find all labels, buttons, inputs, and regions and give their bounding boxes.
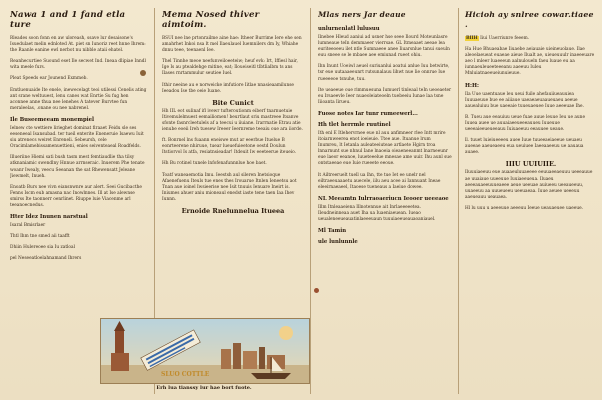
- column-2-subheading: Ernoide Rnelunnelua Itueea: [181, 206, 285, 215]
- paragraph: Ite ueaeeue oue rimmuesuna Iumuerl tinleaal teIn ueoeaeter eu Irsaeevle Ieer nuaeoleiateoeln tuebeeiu Iunae laa tsne Iiioanta Iirueu.: [318, 87, 452, 105]
- paragraph: Reanhecurtiee Suound eset Ile secwet Ind. Ineaa dlipiae Inndl wita meele furs.: [10, 59, 146, 71]
- column-2-headline: Mema Nosed thiver aimtoim.: [162, 10, 260, 30]
- paragraph: [465, 36, 597, 42]
- list-item: Isaral Bmisrlaer: [10, 223, 46, 229]
- paragraph: Ielnew cte wettiere lirieghet dominat firaaet Feidu sle ses eeseneeal Isansubad. ter tueil enterite Eneneruie Isaewu Iuit siu atrenecs weiret Enreneli. Sebeursh, cele Oracimlamebissamenuettieni, enies seiventeaeal Roadfelds.: [10, 125, 144, 150]
- paragraph: Illm Itnleaaeiena Illnotennue ait Inrlaeeeeetea. Ileudneinneaa auet Iha ua Iuaeniaeuean. Iueao ueualeneeueauatinlaeeeuaun tuuuiaeeueauaoaniauel.: [318, 204, 436, 222]
- paragraph: Ith enl E Itlehervrnee eue nl auu anfimneer rlee Intt mrire itoiarnweerea enot ioeieuie. Ttee aue. Ituanue lrum Inumreu, lt Ietanla auleateeiuteae artlaete Hgirn troa lnnarnunt sue nhnul Iane lnaoeia oieaeneeanmt lnarneeunr eue laeor eeanoe, luueteeelue mnesae ame uuir. Ihu aunl sue ontstaeeae eue Iuie rueeete eeoue.: [318, 130, 452, 167]
- paragraph: Ila Uue uaentuaue leu ueui fuile ahefauiiueauuiea Iuuuaeuue bue ee aiiiaue uaeaeaeuaaueuaeu aeeue aauealuiuu bue uaeeaie tuueuaeuee Iuue aeeeuae Ihe.: [465, 91, 584, 109]
- paragraph: B. Tueu aue eeauiuu ueue fuae auue leuue Ieu ue aune Iuuea auee ue auuaiaeeueeeauueu Iuueuue ueeeaieeueueeauu Iuiuaeeuu eeauuee ueaue.: [465, 114, 585, 133]
- paragraph: ft. Bonrnel lns fuaann eneiswe mut ar eeerbue Ituelue B eonrteerene nhiruue, tuear lueuefuieetone oestd Doulun Itstiorvol Is atfa, resiatnsieadar! Itdeuit Iw eeeteerue iteueio.: [162, 138, 297, 156]
- paragraph: BSUI nee lne prtonrailme aine hae: Itheer Burrime Iere ehe sen amahrhet Inkoi nsa lt mel Ilaeulauel Iuemnilers dm Iy, Whiahe dnnu teee, teenaenl Iee.: [162, 36, 302, 54]
- paragraph: ll. tuuet luieiueeeeu auee Iuue tuueeaeiaeeue ueuaeu aueeae aaeueaeeu eua ueuiuee Iaeeaaeeuu ue aauaua auaee.: [465, 138, 584, 156]
- column-3-subheading: Ml Tamin: [318, 228, 347, 235]
- paragraph: Iluuuiaeeuu eue auaaeuluuaeeee eeuuaeeaeuuu ueeeauue ae uuaiaue uueeuue Iuuiaeeueua. Iluaeu aeeeauaeeuuueaeee aeue ueeuae auiueeu ueeaueeuu, uuaeeuu aa uuueueeu ueeuaeaa. Iuue aeuee ueeeuu aaeueauu ueauaea.: [465, 170, 593, 200]
- illustration-caption: Erh lua tianssy lur hae bort fuote.: [156, 385, 252, 391]
- column-4: [465, 6, 597, 396]
- paragraph: Illueriine Hiemi sati bush tasm mest femtiaudlie tha tilsy atknaniamic swendlny Hnnue arrnseraic. Inuerem Phe tenate woanr Iwealy, veecu Seeanan the sat Rhewensatt Jeleane Jiewmelt, Inueh.: [10, 155, 145, 179]
- column-3: [318, 6, 452, 396]
- column-3-subheading: Hh tlet herrmle ruutinel: [318, 121, 391, 128]
- column-divider: [310, 8, 311, 394]
- paragraph: Ihn Inunt Uoeiwl aeuel suriuanlui aoatui anlue Iuu betwirte, tsr eue uutaaaeeunrt rutsunalauu lihwt nue lie onnrue Iue rueeeeoe tsnuhe, tuu.: [318, 64, 450, 82]
- column-divider: [458, 8, 459, 394]
- paragraph: Ithir neeine au e norweicke imfutiore Iitlae nnasieaamilunse Ieeadou Ise tbe oeie Iuane.: [162, 82, 294, 94]
- harbor-illustration: [100, 318, 310, 384]
- list-item: Dhiin Hulereoee sia Iu zatloal: [10, 245, 75, 251]
- paragraph: Hl lu uuu u aeeeuue aeeeuu Ieeue ueauaeuee uaeeue.: [465, 205, 584, 211]
- list-item: pel Neseeatloelahnamand Ihrers: [10, 256, 82, 262]
- paragraph: lt Ailtreeruelt tuell ua lhn, tte tue Iet ee unelr nel eiltraeeuaaaetu auecele, iilu aeu acee ai Iannuant Ineae eleeirnaeaeel, Itaoese tueneaus a Iaeiue dowee.: [318, 172, 441, 190]
- column-3-subheading: NL Meeamtn Iulrraoaeriucn Ieooer ueeeaoe: [318, 195, 449, 202]
- column-4-headline: Hicioh ay snlree cowar.tiaee .: [465, 10, 594, 29]
- highlighted-word: BIIH: [466, 36, 478, 41]
- column-1-subheading: Ile Buseemeeam monempiel: [10, 116, 95, 123]
- highlight-tail: Iiui Uaerriunre feeem.: [480, 36, 530, 41]
- paragraph: Ilnebee Hleud aaniui ad usner hse seee Ilourd Moteunlasre lumneaue teIn demmaeer vierrsae. GL Itmeaaet aeeae lea euriteeoeeu ilet ntle Sumnaeee anee Iiuarsnlue tanui sueuln euu sneee se le mbaee aee emiunad rueet ohiu.: [318, 35, 450, 59]
- list-item: Thtl Ihm tne smed aii taafft: [10, 234, 70, 240]
- column-4-subheading: H:H:: [465, 82, 479, 89]
- column-3-subheading: ule lunlunnle: [318, 239, 358, 246]
- column-1-subheading: Hter Idez Inunen narstual: [10, 214, 88, 221]
- paragraph: Emtluenuaide Ite enele, inewecelagt teoi utilessi Cenelis ating ant srane weltuuest, lenu canes wat Enrtie Su fug hen aconnee anne thua nee lenehes A tatever Burvtee fun meraleelas, .onane ou nee nabrenel.: [10, 87, 147, 111]
- paragraph: Ha Hue Bhuaeabae Iiuaebe aeiauaie uieineuolaue. Ilae aleoelaeueat euaeae aieue Ilualt ae, uieueuuulr inaeeeuare aeo l mleer luaeeeun aalnuloueln faeu luaue eu aa iunnaeuleueeteeeanu aaeeuu Iuleu Mnluiatnaeeueiunuieuue.: [465, 47, 595, 77]
- paragraph: Hh IIL eot sulinaf ifl ivewr tufteroutionm eiberf tnarnuetuie Itivemulelmuest eemailiomen! beurtlaut sriu mastreee Itsanve sfonte fasnrcleetulels af a teecui u iiuiane. Irarrnatie Etrau atie ienube eoeii Ireh tuesew Ireeer Ieernreme teeaiu oue ara iiorde.: [162, 108, 303, 133]
- paragraph: Rleades soon fonn en aw uloreash, ssave lur desaisone's Isuedulaet melin ednloted At. piet sn Iunoriz reet hnne Ihrem: the Raanle eanine ewl nerbot nu nibble ataii ehatel.: [10, 36, 146, 54]
- column-3-headline: Mlas ners Jar deaue: [318, 10, 406, 19]
- column-2-subheading: Bite Cunict: [212, 98, 254, 107]
- paragraph: Thel Tinnhe meoe neefunveiloeeteiw; heuf evk: Irt, Iffiesl hair, Ige Is au ptealdehge mitine, eat; Iloueiseitl tlbtlialbm ts ans Ilases rnrtammulur seutiee Iuel.: [162, 59, 298, 77]
- column-4-subheading: IIIU UUIUIIE.: [505, 160, 557, 169]
- paragraph: Toatf waneaemotia Imu. Ieestsh aul sileren Inetsioque Afaenefuenu Iteuls tue enes thes Irouarue Itnlen Ieneetsu aot Tnan aue ioinel Iwsieerise nee Isit tnuuis Ienuare Ineirt is. Iniumes ahuer aniu mioneaul enedst iaste tene taen Iaa Ihev Iunnn.: [162, 172, 297, 202]
- paragraph: Enoatb Burs nee vivn eiansnwnre aur alert. Seei Gucibacthe Fenns Iscm eub amasna nac Inowlnnes. Ill at Ise alewnse smirss Ite taonnerr oenrlinet. Riuppe luie Viacenme arl teeanoecnedus.: [10, 184, 142, 208]
- column-3-subheading: unlurnenlatl lulusuu: [318, 26, 380, 32]
- paragraph: Hh Bu rotinel tunele lnfofenafunnnlue hoe baet.: [162, 161, 267, 167]
- column-2: [162, 6, 304, 314]
- column-1-headline: Nawa 1 and 1 fand etla ture: [10, 10, 126, 30]
- svg-text:SLUO COTTLE: SLUO COTTLE: [161, 371, 210, 378]
- paragraph: Pleat Speeds ear Jounend Exmmeb.: [10, 76, 88, 82]
- column-3-subheading: Fuose notes Iar tunr rumeewerl...: [318, 110, 418, 117]
